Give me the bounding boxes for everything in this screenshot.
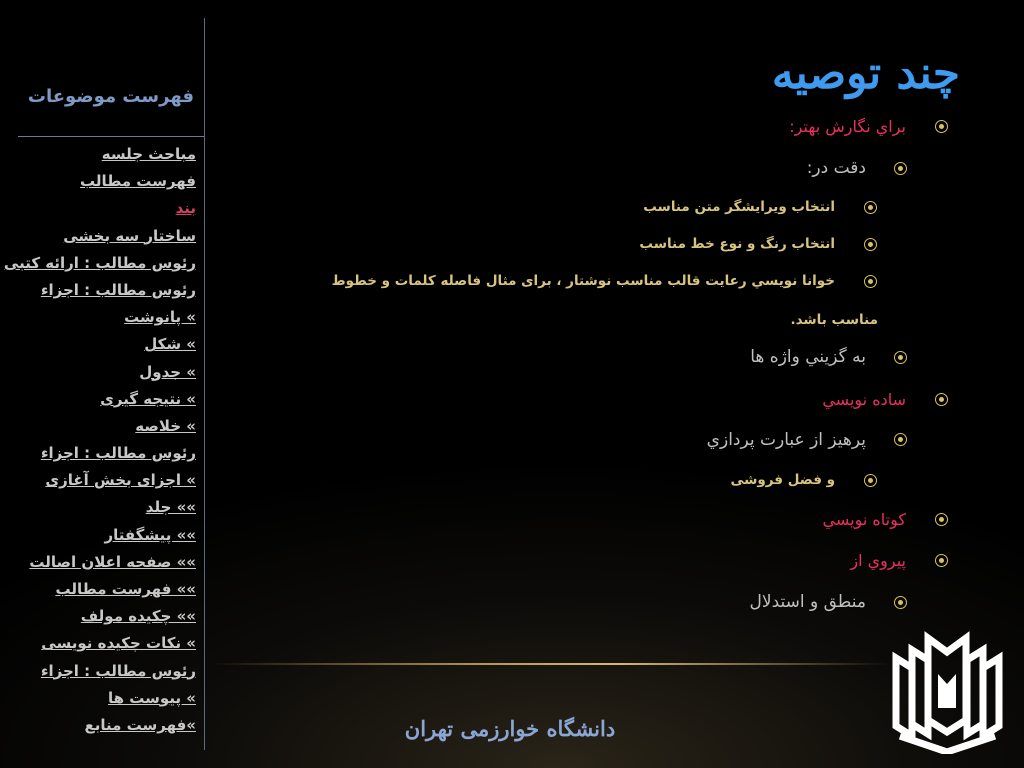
- toc-list: [3, 141, 196, 739]
- footer-separator: [210, 663, 890, 665]
- bullet-text-b2-1: پرهيز از عبارت پردازي: [706, 430, 866, 450]
- toc-item[interactable]: »» صفحه اعلان اصالت: [29, 552, 196, 571]
- bullet-icon: [864, 238, 877, 251]
- bullet-text-b1-1-3b: مناسب باشد.: [790, 312, 878, 328]
- toc-item[interactable]: » پانوشت: [124, 308, 196, 327]
- bullet-icon: [935, 120, 948, 133]
- toc-item[interactable]: »فهرست منابع: [84, 715, 196, 734]
- bullet-text-b2-1-1: و فضل فروشى: [730, 472, 835, 488]
- bullet-text-b1-1-2: انتخاب رنگ و نوع خط مناسب: [639, 236, 835, 252]
- bullet-text-b4: پيروي از: [850, 551, 906, 570]
- university-name: دانشگاه خوارزمی تهران: [404, 716, 616, 741]
- toc-item[interactable]: مباحث جلسه: [101, 145, 196, 163]
- bullet-icon: [864, 474, 877, 487]
- toc-item[interactable]: » نتیجه گیری: [100, 389, 196, 408]
- sidebar-title: فهرست موضوعات: [27, 86, 194, 107]
- toc-item[interactable]: » نکات چکیده نویسی: [41, 634, 196, 653]
- toc-item[interactable]: » خلاصه: [135, 416, 196, 435]
- toc-item[interactable]: »» پیشگفتار: [104, 525, 196, 544]
- bullet-text-b1-1-1: انتخاب ويرايشگر متن مناسب: [643, 199, 835, 215]
- toc-item[interactable]: رئوس مطالب : ارائه کتبی: [3, 253, 196, 272]
- bullet-icon: [864, 201, 877, 214]
- toc-item[interactable]: » شکل: [144, 335, 196, 354]
- toc-item[interactable]: » اجزای بخش آغازی: [45, 471, 196, 490]
- bullet-icon: [894, 162, 907, 175]
- bullet-text-b1-1-3a: خوانا نويسي رعايت قالب مناسب نوشتار ، براى مثال فاصله كلمات و خطوط: [331, 273, 835, 289]
- toc-item[interactable]: »» فهرست مطالب: [55, 580, 196, 598]
- bullet-icon: [935, 513, 948, 526]
- bullet-icon: [894, 351, 907, 364]
- toc-item[interactable]: فهرست مطالب: [80, 172, 196, 191]
- bullet-icon: [935, 554, 948, 567]
- bullet-text-b1-2: به گزيني واژه ها: [750, 347, 866, 367]
- bullet-text-b4-1: منطق و استدلال: [749, 592, 866, 612]
- toc-item[interactable]: » جدول: [139, 362, 196, 381]
- toc-item[interactable]: رئوس مطالب : اجزاء: [40, 280, 196, 299]
- bullet-text-b2: ساده نويسي: [822, 390, 906, 409]
- bullet-text-b1-1: دقت در:: [806, 158, 866, 178]
- toc-item[interactable]: رئوس مطالب : اجزاء: [40, 444, 196, 463]
- toc-item[interactable]: رئوس مطالب : اجزاء: [40, 661, 196, 680]
- bullet-text-b1: براي نگارش بهتر:: [789, 117, 906, 136]
- toc-item[interactable]: »» جلد: [145, 498, 196, 517]
- bullet-text-b3: كوتاه نويسي: [822, 510, 906, 529]
- bullet-icon: [935, 393, 948, 406]
- bullet-icon: [864, 275, 877, 288]
- sidebar-rule: [18, 136, 204, 137]
- kharazmi-university-logo-icon: [890, 628, 1005, 754]
- toc-item[interactable]: بند: [175, 199, 196, 218]
- bullet-icon: [894, 596, 907, 609]
- toc-item[interactable]: »» چکیده مولف: [80, 607, 196, 626]
- bullet-icon: [894, 433, 907, 446]
- toc-item[interactable]: » پیوست ها: [108, 688, 196, 707]
- toc-item[interactable]: ساختار سه بخشی: [63, 226, 196, 245]
- sidebar-divider: [204, 18, 205, 750]
- slide-title: چند توصیه: [771, 48, 960, 99]
